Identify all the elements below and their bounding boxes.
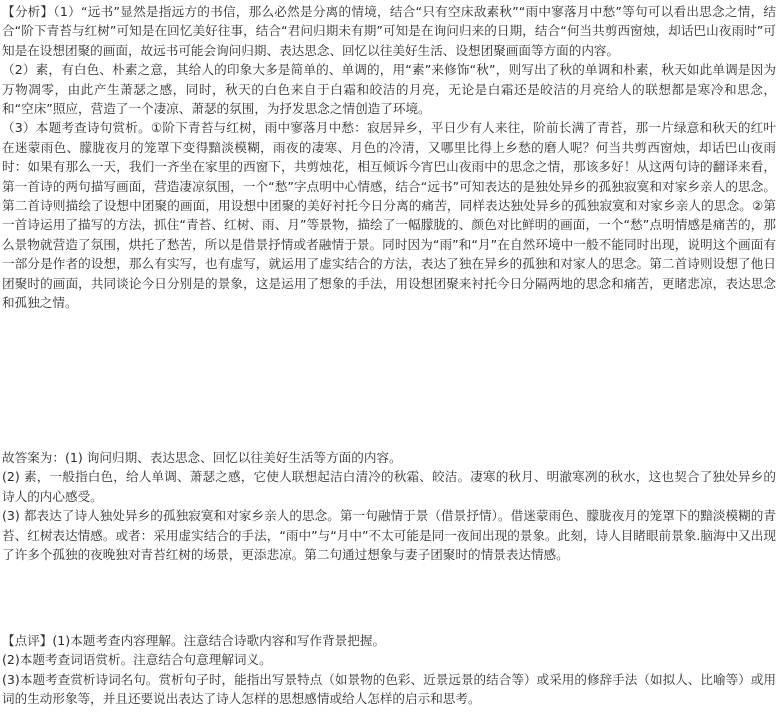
analysis-paragraph-1: 【分析】（1）“远书”显然是指远方的书信，那么必然是分离的情境，结合“只有空床敌素秋”“雨中寥落月中愁”等句可以看出思念之情，结合“阶下青苔与红树”可知是在回忆美好往事，结合“君问归期未有期”可知是在询问归来的日期，结合“何当共剪西窗烛，却话巴山夜雨时”可知是在设想团聚的画面，故远书可能会询问归期、表达思念、回忆以往美好生活、设想团聚画面等方面的内容。 <box>2 4 776 58</box>
comment-section <box>2 631 776 709</box>
analysis-section <box>2 2 776 313</box>
comment-paragraph-2: (2)本题考查词语赏析。注意结合句意理解词义。 <box>2 652 272 668</box>
comment-paragraph-3: (3)本题考查赏析诗词名句。赏析句子时，能指出写景特点（如景物的色彩、近景远景的结合等）或采用的修辞手法（如拟人、比喻等）或用词的生动形象等，并且还要说出表达了诗人怎样的思想感情或给人怎样的启示和思考。 <box>2 671 776 707</box>
answer-section <box>2 448 776 564</box>
answer-paragraph-2: (2) 素，一般指白色，给人单调、萧瑟之感，它使人联想起洁白清冷的秋霜、皎洁。凄寒的秋月、明澈寒冽的秋水，这也契合了独处异乡的诗人的内心感受。 <box>2 469 776 504</box>
analysis-paragraph-3: （3）本题考查诗句赏析。①阶下青苔与红树，雨中寥落月中愁：寂居异乡，平日少有人来往，阶前长满了青苔，那一片绿意和秋天的红叶在迷蒙雨色、朦胧夜月的笼罩下变得黯淡模糊，雨夜的凄寒、月色的冷清，又哪里比得上乡愁的磨人呢？何当共剪西窗烛，却话巴山夜雨时：如果有那么一天，我们一齐坐在家里的西窗下，共剪烛花，相互倾诉今宵巴山夜雨中的思念之情，那该多好！从这两句诗的翻译来看，第一首诗的两句描写画面，营造凄凉氛围，一个“愁”字点明中心情感，结合“远书”可知表达的是独处异乡的孤独寂寞和对家乡亲人的思念。第二首诗则描绘了设想中团聚的画面，用设想中团聚的美好衬托今日分离的痛苦，同样表达独处异乡的孤独寂寞和对家乡亲人的思念。②第一首诗运用了描写的方法，抓住“青苔、红树、雨、月”等景物，描绘了一幅朦胧的、颜色对比鲜明的画面，一个“愁”点明情感是痛苦的，那么景物就营造了氛围，烘托了愁苦，所以是借景抒情或者融情于景。同时因为“雨”和“月”在自然环境中一般不能同时出现，说明这个画面有一部分是作者的设想，那么有实写，也有虚写，就运用了虚实结合的方法，表达了独在异乡的孤独和对家人的思念。第二首诗则设想了他日团聚时的画面，共同谈论今日分别是的景象，这是运用了想象的手法，用设想团聚来衬托今日分隔两地的思念和痛苦，更睹悲凉，表达思念和孤独之情。 <box>2 120 776 311</box>
answer-paragraph-3: (3) 都表达了诗人独处异乡的孤独寂寞和对家乡亲人的思念。第一句融情于景（借景抒情）。借迷蒙雨色、朦胧夜月的笼罩下的黯淡模糊的青苔、红树表达情感。或者：采用虚实结合的手法，“雨中”与“月中”不太可能是同一夜间出现的景象。此刻，诗人目睹眼前景象.脑海中又出现了许多个孤独的夜晚独对青苔红树的场景，更添悲凉。第二句通过想象与妻子团聚时的情景表达情感。 <box>2 508 776 563</box>
analysis-paragraph-2: （2）素，有白色、朴素之意，其给人的印象大多是简单的、单调的，用“素”来修饰“秋”，则写出了秋的单调和朴素，秋天如此单调是因为万物凋零，由此产生萧瑟之感，同时，秋天的白色来自于白霜和皎洁的月亮，无论是白霜还是皎洁的月亮给人的联想都是寒冷和思念，和“空床”照应，营造了一个凄凉、萧瑟的氛围，为抒发思念之情创造了环境。 <box>2 62 776 117</box>
comment-paragraph-1: 【点评】(1)本题考查内容理解。注意结合诗歌内容和写作背景把握。 <box>2 633 386 648</box>
answer-paragraph-1: 故答案为：(1) 询问归期、表达思念、回忆以往美好生活等方面的内容。 <box>2 450 402 465</box>
